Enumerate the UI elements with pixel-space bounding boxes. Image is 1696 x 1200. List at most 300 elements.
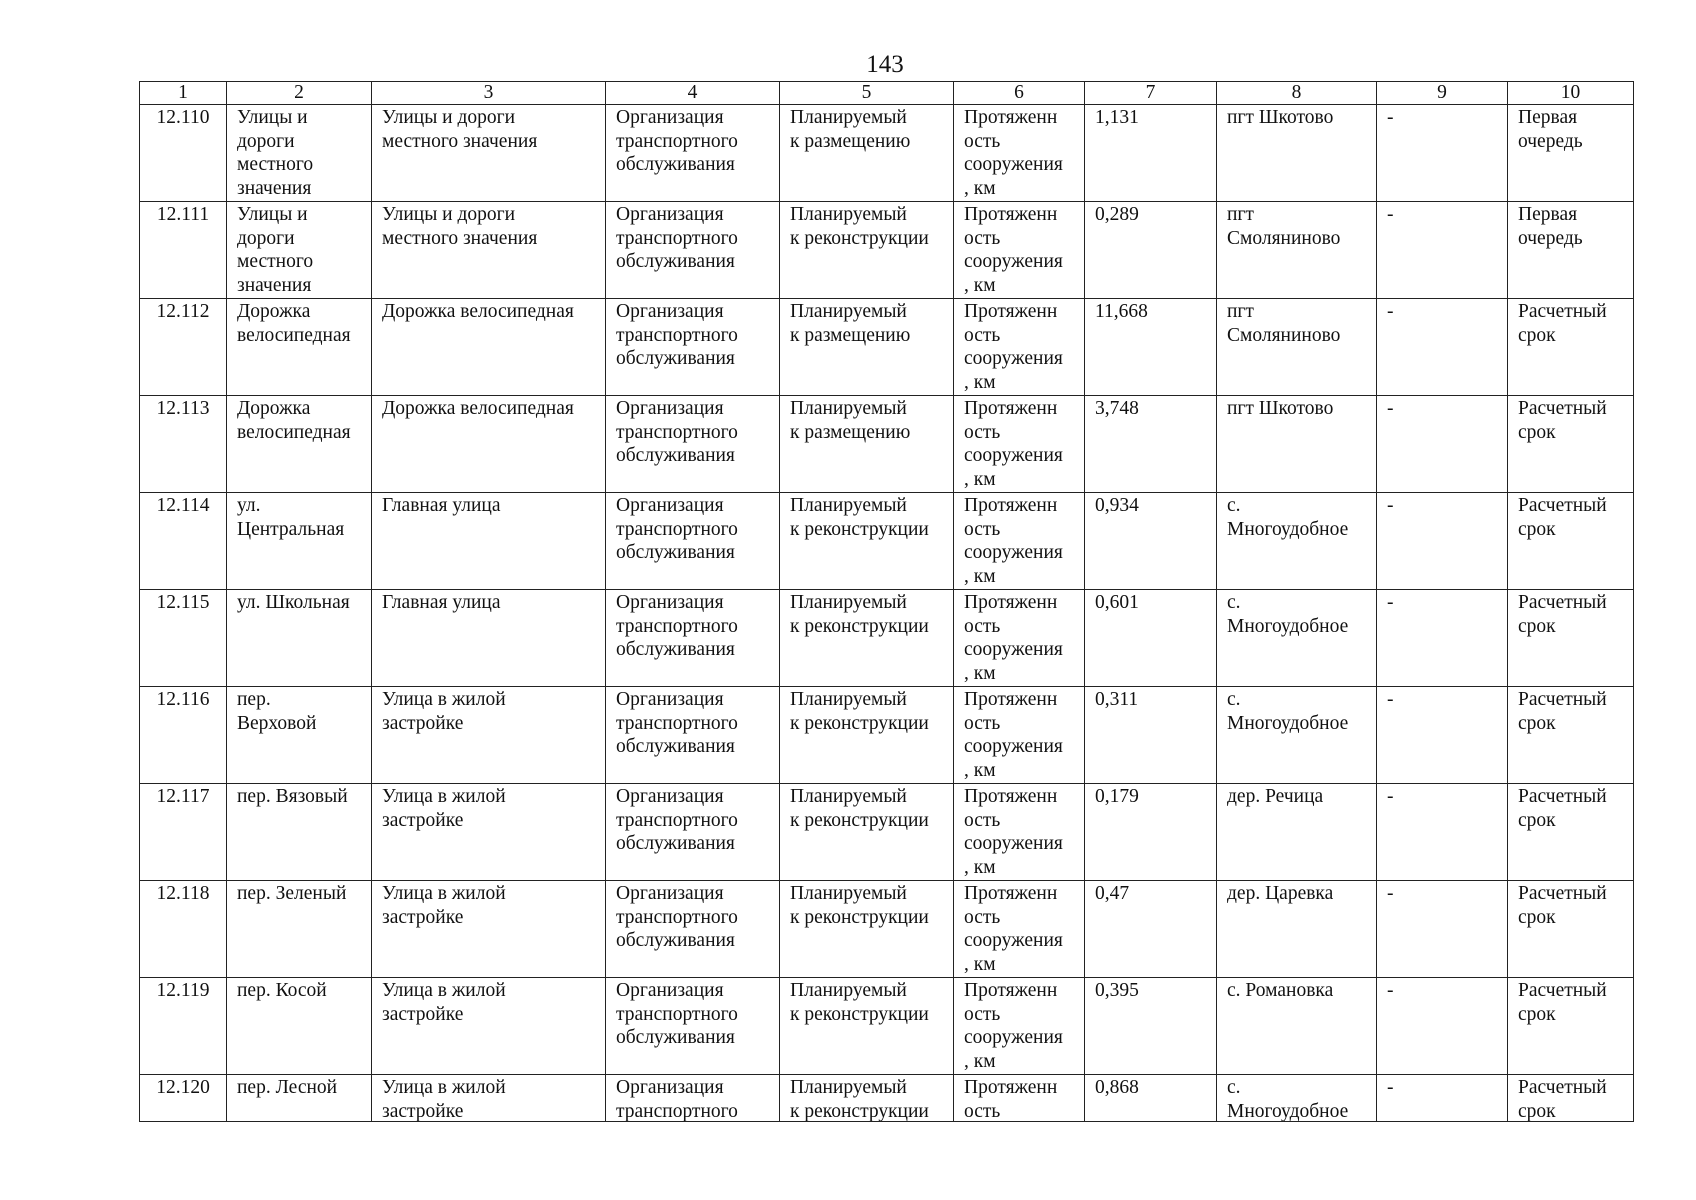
cell-text-line: , км (964, 565, 996, 587)
cell-text-line: Смоляниново (1227, 324, 1341, 346)
cell-text-line: срок (1518, 518, 1556, 540)
object-type-cell (372, 590, 606, 687)
table-body (140, 105, 1634, 1122)
cell-text-line: срок (1518, 1100, 1556, 1121)
cell-text-line: Расчетный (1518, 495, 1607, 516)
table-row (140, 978, 1634, 1075)
object-number-cell (140, 978, 227, 1075)
indicator-value-cell (1085, 978, 1217, 1075)
object-type-cell (372, 881, 606, 978)
cell-text-line: Улица в жилой (382, 1077, 506, 1098)
indicator-value-cell (1085, 784, 1217, 881)
cell-text-line: Организация (616, 107, 724, 128)
table-row (140, 396, 1634, 493)
cell-text-line: ость (964, 518, 1001, 540)
cell-text: 0,179 (1095, 786, 1139, 807)
cell-text-line: Планируемый (790, 204, 907, 225)
cell-text-line: Протяженн (964, 398, 1058, 419)
cell-text-line: транспортного (616, 324, 738, 346)
cell-text-line: транспортного (616, 227, 738, 249)
cell-text-line: Планируемый (790, 398, 907, 419)
indicator-name-cell (954, 493, 1085, 590)
indicator-value-cell (1085, 1075, 1217, 1122)
cell-text-line: сооружения (964, 154, 1063, 175)
object-type-cell (372, 396, 606, 493)
cell-text-line: обслуживания (616, 445, 735, 466)
object-number-cell (140, 202, 227, 299)
cell-text-line: Организация (616, 398, 724, 419)
cell-text-line: Планируемый (790, 592, 907, 613)
cell-text-line: срок (1518, 1003, 1556, 1025)
cell-text-line: ость (964, 615, 1001, 637)
object-name-cell (227, 590, 372, 687)
object-name-cell (227, 202, 372, 299)
indicator-value-cell (1085, 105, 1217, 202)
cell-text-line: сооружения (964, 833, 1063, 854)
object-name-cell (227, 784, 372, 881)
cell-text-line: транспортного (616, 809, 738, 831)
cell-text-line: Многоудобное (1227, 1100, 1349, 1121)
cell-text-line: Центральная (237, 518, 345, 540)
cell-text-line: сооружения (964, 251, 1063, 272)
cell-text-line: пер. Зеленый (237, 883, 347, 904)
cell-text-line: Организация (616, 786, 724, 807)
cell-text-line: пер. Вязовый (237, 786, 348, 807)
cell-text-line: Протяженн (964, 689, 1058, 710)
implementation-stage-cell (1508, 105, 1634, 202)
cell-text: 12.114 (156, 495, 210, 516)
cell-text: - (1387, 495, 1394, 516)
table-row (140, 1075, 1634, 1122)
object-purpose-cell (606, 299, 780, 396)
indicator-name-cell (954, 396, 1085, 493)
table-row (140, 687, 1634, 784)
object-purpose-cell (606, 978, 780, 1075)
cell-text-line: Протяженн (964, 592, 1058, 613)
cell-text-line: обслуживания (616, 639, 735, 660)
location-cell (1217, 687, 1377, 784)
column-number: 5 (780, 82, 954, 105)
cell-text: - (1387, 592, 1394, 613)
cell-text-line: срок (1518, 421, 1556, 443)
cell-text-line: Дорожка (237, 301, 311, 322)
object-name-cell (227, 881, 372, 978)
cell-text-line: застройке (382, 712, 464, 734)
cell-text-line: транспортного (616, 615, 738, 637)
cell-text-line: Протяженн (964, 495, 1058, 516)
indicator-name-cell (954, 202, 1085, 299)
zone-cell (1377, 202, 1508, 299)
cell-text: 12.118 (156, 883, 210, 904)
object-type-cell (372, 105, 606, 202)
object-name-cell (227, 978, 372, 1075)
indicator-name-cell (954, 590, 1085, 687)
object-type-cell (372, 978, 606, 1075)
indicator-value-cell (1085, 202, 1217, 299)
cell-text-line: ость (964, 1003, 1001, 1025)
object-name-cell (227, 687, 372, 784)
object-status-cell (780, 590, 954, 687)
cell-text-line: местного значения (382, 130, 538, 152)
cell-text-line: Планируемый (790, 786, 907, 807)
indicator-name-cell (954, 881, 1085, 978)
indicator-value-cell (1085, 687, 1217, 784)
cell-text-line: Улицы и дороги (382, 107, 516, 128)
indicator-name-cell (954, 978, 1085, 1075)
cell-text-line: Первая (1518, 107, 1578, 128)
cell-text-line: срок (1518, 712, 1556, 734)
cell-text: 0,311 (1095, 689, 1139, 710)
cell-text-line: обслуживания (616, 930, 735, 951)
cell-text-line: обслуживания (616, 833, 735, 854)
cell-text-line: Улицы и дороги (382, 204, 516, 225)
cell-text: - (1387, 301, 1394, 322)
cell-text-line: очередь (1518, 227, 1583, 249)
indicator-name-cell (954, 299, 1085, 396)
object-type-cell (372, 784, 606, 881)
location-cell (1217, 1075, 1377, 1122)
column-number: 6 (954, 82, 1085, 105)
object-type-cell (372, 687, 606, 784)
cell-text-line: ул. Школьная (237, 592, 350, 613)
cell-text-line: Планируемый (790, 495, 907, 516)
indicator-value-cell (1085, 396, 1217, 493)
cell-text-line: Планируемый (790, 107, 907, 128)
indicator-name-cell (954, 687, 1085, 784)
cell-text-line: Планируемый (790, 980, 907, 1001)
object-status-cell (780, 978, 954, 1075)
object-purpose-cell (606, 784, 780, 881)
cell-text: 0,601 (1095, 592, 1139, 613)
object-purpose-cell (606, 881, 780, 978)
object-status-cell (780, 881, 954, 978)
cell-text-line: значения (237, 177, 312, 199)
object-status-cell (780, 493, 954, 590)
cell-text-line: пгт Шкотово (1227, 398, 1334, 419)
cell-text-line: Планируемый (790, 883, 907, 904)
object-purpose-cell (606, 493, 780, 590)
indicator-value-cell (1085, 299, 1217, 396)
cell-text-line: Многоудобное (1227, 712, 1349, 734)
cell-text-line: к реконструкции (790, 906, 929, 928)
object-type-cell (372, 299, 606, 396)
object-type-cell (372, 493, 606, 590)
cell-text-line: дер. Речица (1227, 786, 1324, 807)
table-row (140, 105, 1634, 202)
object-number-cell (140, 784, 227, 881)
object-number-cell (140, 687, 227, 784)
cell-text-line: Расчетный (1518, 592, 1607, 613)
cell-text-line: , км (964, 856, 996, 878)
page-number: 143 (866, 51, 904, 78)
cell-text-line: местного (237, 154, 314, 175)
cell-text-line: транспортного (616, 421, 738, 443)
object-status-cell (780, 105, 954, 202)
cell-text-line: срок (1518, 615, 1556, 637)
cell-text-line: пер. Косой (237, 980, 327, 1001)
cell-text-line: Улица в жилой (382, 786, 506, 807)
object-type-cell (372, 202, 606, 299)
cell-text-line: к реконструкции (790, 615, 929, 637)
cell-text-line: к размещению (790, 421, 911, 443)
cell-text-line: велосипедная (237, 421, 351, 443)
cell-text: 12.120 (156, 1077, 210, 1098)
cell-text-line: Дорожка велосипедная (382, 301, 574, 322)
implementation-stage-cell (1508, 590, 1634, 687)
cell-text-line: Расчетный (1518, 883, 1607, 904)
zone-cell (1377, 687, 1508, 784)
cell-text-line: сооружения (964, 348, 1063, 369)
zone-cell (1377, 493, 1508, 590)
cell-text: - (1387, 204, 1394, 225)
cell-text-line: ость (964, 712, 1001, 734)
cell-text-line: местного (237, 251, 314, 272)
indicator-name-cell (954, 1075, 1085, 1122)
table-row (140, 202, 1634, 299)
cell-text-line: Протяженн (964, 107, 1058, 128)
implementation-stage-cell (1508, 978, 1634, 1075)
cell-text-line: сооружения (964, 1027, 1063, 1048)
column-number-header-row (140, 82, 1634, 105)
cell-text-line: Протяженн (964, 980, 1058, 1001)
zone-cell (1377, 590, 1508, 687)
object-number-cell (140, 105, 227, 202)
cell-text-line: Улица в жилой (382, 689, 506, 710)
cell-text-line: Первая (1518, 204, 1578, 225)
object-status-cell (780, 396, 954, 493)
cell-text-line: Организация (616, 495, 724, 516)
object-registry-table (139, 81, 1634, 1122)
zone-cell (1377, 784, 1508, 881)
cell-text-line: Расчетный (1518, 689, 1607, 710)
column-number: 1 (140, 82, 227, 105)
cell-text-line: застройке (382, 1100, 464, 1121)
cell-text-line: Организация (616, 980, 724, 1001)
cell-text-line: обслуживания (616, 251, 735, 272)
column-number: 3 (372, 82, 606, 105)
cell-text-line: обслуживания (616, 154, 735, 175)
cell-text-line: транспортного (616, 130, 738, 152)
cell-text-line: значения (237, 274, 312, 296)
zone-cell (1377, 105, 1508, 202)
object-status-cell (780, 1075, 954, 1122)
cell-text-line: Протяженн (964, 883, 1058, 904)
implementation-stage-cell (1508, 687, 1634, 784)
location-cell (1217, 396, 1377, 493)
cell-text-line: велосипедная (237, 324, 351, 346)
cell-text-line: Протяженн (964, 301, 1058, 322)
cell-text-line: с. (1227, 1077, 1241, 1098)
indicator-name-cell (954, 105, 1085, 202)
object-number-cell (140, 590, 227, 687)
cell-text-line: ость (964, 1100, 1001, 1121)
cell-text-line: Расчетный (1518, 980, 1607, 1001)
location-cell (1217, 493, 1377, 590)
object-purpose-cell (606, 687, 780, 784)
object-number-cell (140, 299, 227, 396)
cell-text-line: к реконструкции (790, 1003, 929, 1025)
cell-text-line: Улица в жилой (382, 883, 506, 904)
cell-text-line: сооружения (964, 930, 1063, 951)
cell-text-line: срок (1518, 324, 1556, 346)
cell-text: - (1387, 980, 1394, 1001)
indicator-value-cell (1085, 881, 1217, 978)
table-row (140, 299, 1634, 396)
cell-text-line: транспортного (616, 1100, 738, 1121)
cell-text-line: сооружения (964, 736, 1063, 757)
cell-text-line: ость (964, 227, 1001, 249)
cell-text-line: местного значения (382, 227, 538, 249)
cell-text-line: Расчетный (1518, 1077, 1607, 1098)
cell-text: 12.115 (156, 592, 210, 613)
cell-text: - (1387, 107, 1394, 128)
zone-cell (1377, 1075, 1508, 1122)
object-name-cell (227, 493, 372, 590)
cell-text: 0,289 (1095, 204, 1139, 225)
cell-text-line: Протяженн (964, 786, 1058, 807)
object-name-cell (227, 396, 372, 493)
location-cell (1217, 299, 1377, 396)
object-name-cell (227, 1075, 372, 1122)
location-cell (1217, 881, 1377, 978)
column-number: 9 (1377, 82, 1508, 105)
cell-text: - (1387, 1077, 1394, 1098)
cell-text-line: ость (964, 906, 1001, 928)
cell-text: - (1387, 786, 1394, 807)
cell-text-line: , км (964, 468, 996, 490)
cell-text-line: пер. (237, 689, 271, 710)
implementation-stage-cell (1508, 396, 1634, 493)
column-number: 8 (1217, 82, 1377, 105)
location-cell (1217, 202, 1377, 299)
cell-text: 0,934 (1095, 495, 1139, 516)
object-number-cell (140, 493, 227, 590)
cell-text: 11,668 (1095, 301, 1148, 322)
cell-text-line: сооружения (964, 445, 1063, 466)
zone-cell (1377, 299, 1508, 396)
cell-text-line: , км (964, 662, 996, 684)
implementation-stage-cell (1508, 881, 1634, 978)
cell-text-line: сооружения (964, 542, 1063, 563)
cell-text: 12.117 (156, 786, 210, 807)
cell-text-line: , км (964, 177, 996, 199)
cell-text-line: Организация (616, 689, 724, 710)
indicator-value-cell (1085, 590, 1217, 687)
cell-text-line: Протяженн (964, 1077, 1058, 1098)
cell-text: 3,748 (1095, 398, 1139, 419)
cell-text-line: Верховой (237, 712, 317, 734)
cell-text-line: к реконструкции (790, 518, 929, 540)
cell-text-line: Расчетный (1518, 786, 1607, 807)
cell-text-line: транспортного (616, 712, 738, 734)
cell-text-line: дороги (237, 227, 295, 249)
cell-text-line: ость (964, 809, 1001, 831)
cell-text-line: Улица в жилой (382, 980, 506, 1001)
cell-text-line: Дорожка (237, 398, 311, 419)
cell-text-line: срок (1518, 809, 1556, 831)
location-cell (1217, 590, 1377, 687)
zone-cell (1377, 881, 1508, 978)
object-status-cell (780, 687, 954, 784)
implementation-stage-cell (1508, 1075, 1634, 1122)
cell-text-line: ость (964, 130, 1001, 152)
table-row (140, 881, 1634, 978)
table-row (140, 590, 1634, 687)
table-row (140, 784, 1634, 881)
cell-text-line: к реконструкции (790, 712, 929, 734)
object-number-cell (140, 396, 227, 493)
cell-text-line: обслуживания (616, 1027, 735, 1048)
cell-text: 0,395 (1095, 980, 1139, 1001)
cell-text-line: Расчетный (1518, 398, 1607, 419)
zone-cell (1377, 978, 1508, 1075)
cell-text-line: с. Романовка (1227, 980, 1334, 1001)
cell-text-line: Главная улица (382, 495, 501, 516)
cell-text-line: с. (1227, 495, 1241, 516)
cell-text-line: , км (964, 371, 996, 393)
cell-text-line: Расчетный (1518, 301, 1607, 322)
cell-text-line: , км (964, 274, 996, 296)
cell-text-line: ость (964, 421, 1001, 443)
cell-text-line: обслуживания (616, 736, 735, 757)
cell-text-line: Многоудобное (1227, 518, 1349, 540)
object-purpose-cell (606, 105, 780, 202)
cell-text-line: с. (1227, 592, 1241, 613)
cell-text-line: Организация (616, 204, 724, 225)
cell-text-line: к размещению (790, 324, 911, 346)
zone-cell (1377, 396, 1508, 493)
cell-text: 12.110 (156, 107, 210, 128)
implementation-stage-cell (1508, 784, 1634, 881)
cell-text-line: ул. (237, 495, 261, 516)
cell-text-line: к реконструкции (790, 1100, 929, 1121)
cell-text-line: Организация (616, 1077, 724, 1098)
cell-text-line: пгт Шкотово (1227, 107, 1334, 128)
indicator-name-cell (954, 784, 1085, 881)
cell-text: 12.112 (156, 301, 210, 322)
cell-text-line: дер. Царевка (1227, 883, 1334, 904)
cell-text-line: к реконструкции (790, 227, 929, 249)
cell-text-line: пгт (1227, 204, 1254, 225)
cell-text: 0,47 (1095, 883, 1130, 904)
cell-text-line: , км (964, 953, 996, 975)
cell-text: 12.116 (156, 689, 210, 710)
table-row (140, 493, 1634, 590)
cell-text-line: Планируемый (790, 301, 907, 322)
object-status-cell (780, 784, 954, 881)
cell-text: - (1387, 398, 1394, 419)
cell-text-line: застройке (382, 809, 464, 831)
cell-text-line: Организация (616, 301, 724, 322)
cell-text-line: сооружения (964, 639, 1063, 660)
cell-text-line: Планируемый (790, 1077, 907, 1098)
cell-text-line: Главная улица (382, 592, 501, 613)
cell-text-line: Смоляниново (1227, 227, 1341, 249)
cell-text-line: пер. Лесной (237, 1077, 338, 1098)
object-number-cell (140, 1075, 227, 1122)
cell-text-line: Дорожка велосипедная (382, 398, 574, 419)
object-number-cell (140, 881, 227, 978)
cell-text-line: Улицы и (237, 107, 308, 128)
cell-text-line: очередь (1518, 130, 1583, 152)
column-number: 10 (1508, 82, 1634, 105)
column-number: 4 (606, 82, 780, 105)
location-cell (1217, 105, 1377, 202)
cell-text: - (1387, 883, 1394, 904)
cell-text-line: срок (1518, 906, 1556, 928)
cell-text: 12.119 (156, 980, 210, 1001)
cell-text: 12.113 (156, 398, 210, 419)
